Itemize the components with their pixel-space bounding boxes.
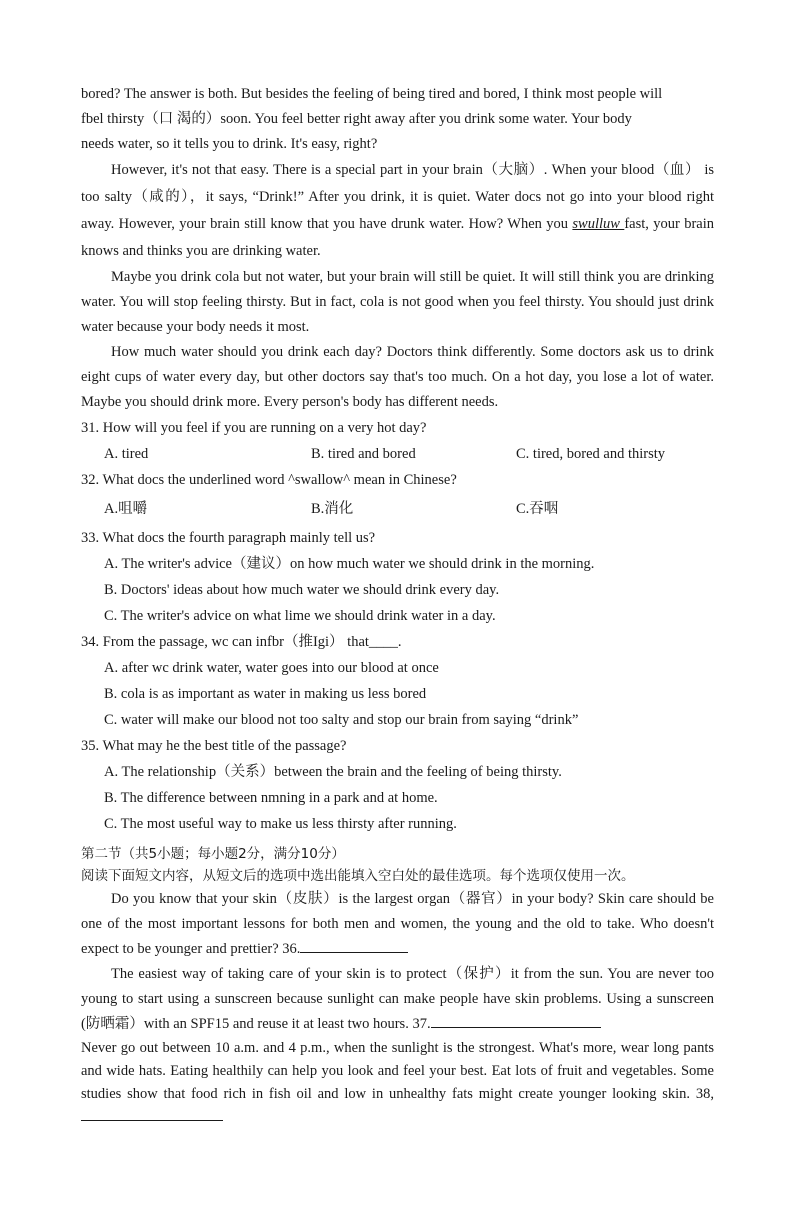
answer-blank-37[interactable] (431, 1013, 601, 1028)
question-35: 35. What may he the best title of the passage? (81, 738, 347, 754)
option-b: B. tired and bored (311, 446, 416, 462)
cloze-paragraph-1 (81, 887, 714, 962)
option-b: B. The difference between nmning in a park and at home. (104, 790, 438, 806)
option-c: C. The writer's advice on what lime we should drink water in a day. (104, 608, 496, 624)
paragraph-text: Never go out between 10 a.m. and 4 p.m., when the sunlight is the strongest. What's more, wear long pants and wide hats. Eating healthily can help you look and feel your best. Eat lots of fruit and vegetables. Some studies show that food rich in fish oil and low in unhealthy fats might create younger looking skin. 38, (81, 1040, 714, 1102)
question-31: 31. How will you feel if you are running on a very hot day? (81, 420, 427, 436)
section-heading: 第二节（共5小题；每小题2分，满分10分） (81, 846, 345, 862)
option-a: A. The writer's advice（建议）on how much water we should drink in the morning. (104, 556, 595, 572)
paragraph-text: fast, your brain knows and thinks you are drinking water. (81, 216, 714, 259)
question-32: 32. What docs the underlined word ^swallow^ mean in Chinese? (81, 472, 457, 488)
paragraph-text: Do you know that your skin（皮肤）is the largest organ（器官）in your body? Skin care should be one of the most important lessons for both men and women, the young and the old to take. Who doesn't expect to be younger and prettier? 36. (81, 891, 714, 957)
passage-line: needs water, so it tells you to drink. It's easy, right? (81, 136, 378, 152)
question-31-options (81, 441, 714, 467)
option-c: C. The most useful way to make us less thirsty after running. (104, 816, 457, 832)
option-a: A. tired (104, 446, 149, 462)
option-a: A. The relationship（关系）between the brain and the feeling of being thirsty. (104, 764, 562, 780)
question-34: 34. From the passage, wc can infbr（推Igi） that____. (81, 634, 402, 650)
passage-paragraph-4: How much water should you drink each day? Doctors think differently. Some doctors ask us to drink eight cups of water every day, but other doctors say that's too much. On a hot day, you lose a lot of water. Maybe you should drink more. Every person's body has different needs. (81, 344, 714, 410)
option-b: B.消化 (311, 501, 354, 517)
option-b: B. Doctors' ideas about how much water we should drink every day. (104, 582, 500, 598)
answer-blank-38[interactable] (81, 1106, 223, 1121)
underlined-word: swulluw (572, 216, 625, 232)
section-instruction: 阅读下面短文内容，从短文后的选项中选出能填入空白处的最佳选项。每个选项仅使用一次。 (81, 868, 635, 884)
option-c: C. water will make our blood not too salty and stop our brain from saying “drink” (104, 712, 579, 728)
passage-line: bored? The answer is both. But besides the feeling of being tired and bored, I think most people will (81, 86, 663, 102)
option-a: A.咀嚼 (104, 501, 148, 517)
cloze-paragraph-2-continued (81, 1037, 714, 1129)
option-b: B. cola is as important as water in making us less bored (104, 686, 427, 702)
option-c: C.吞咽 (516, 501, 559, 517)
passage-paragraph-3: Maybe you drink cola but not water, but your brain will still be quiet. It will still think you are drinking water. You will stop feeling thirsty. But in fact, cola is not good when you feel thirsty. You should just drink water because your body needs it most. (81, 269, 714, 335)
option-c: C. tired, bored and thirsty (516, 446, 666, 462)
passage-paragraph-2 (81, 157, 714, 265)
cloze-paragraph-2 (81, 962, 714, 1037)
passage-line: fbel thirsty（口 渴的）soon. You feel better right away after you drink some water. Your body (81, 111, 632, 127)
paragraph-text: The easiest way of taking care of your skin is to protect（保护）it from the sun. You are never too young to start using a sunscreen because sunlight can make people have skin problems. Using a sunscreen (防晒霜）with an SPF15 and reuse it at least two hours. 37. (81, 966, 714, 1032)
answer-blank-36[interactable] (300, 938, 408, 953)
document-page (81, 82, 714, 1129)
paragraph-text: However, it's not that easy. There is a special part in your brain（大脑）. When your blood（血） is too salty（咸的），it says, “Drink!” After you drink, it is quiet. Water docs not go into your blood right away. However, your brain still know that you have drunk water. How? When you (81, 162, 714, 232)
question-32-options (81, 493, 714, 525)
question-33: 33. What docs the fourth paragraph mainly tell us? (81, 530, 376, 546)
option-a: A. after wc drink water, water goes into our blood at once (104, 660, 439, 676)
